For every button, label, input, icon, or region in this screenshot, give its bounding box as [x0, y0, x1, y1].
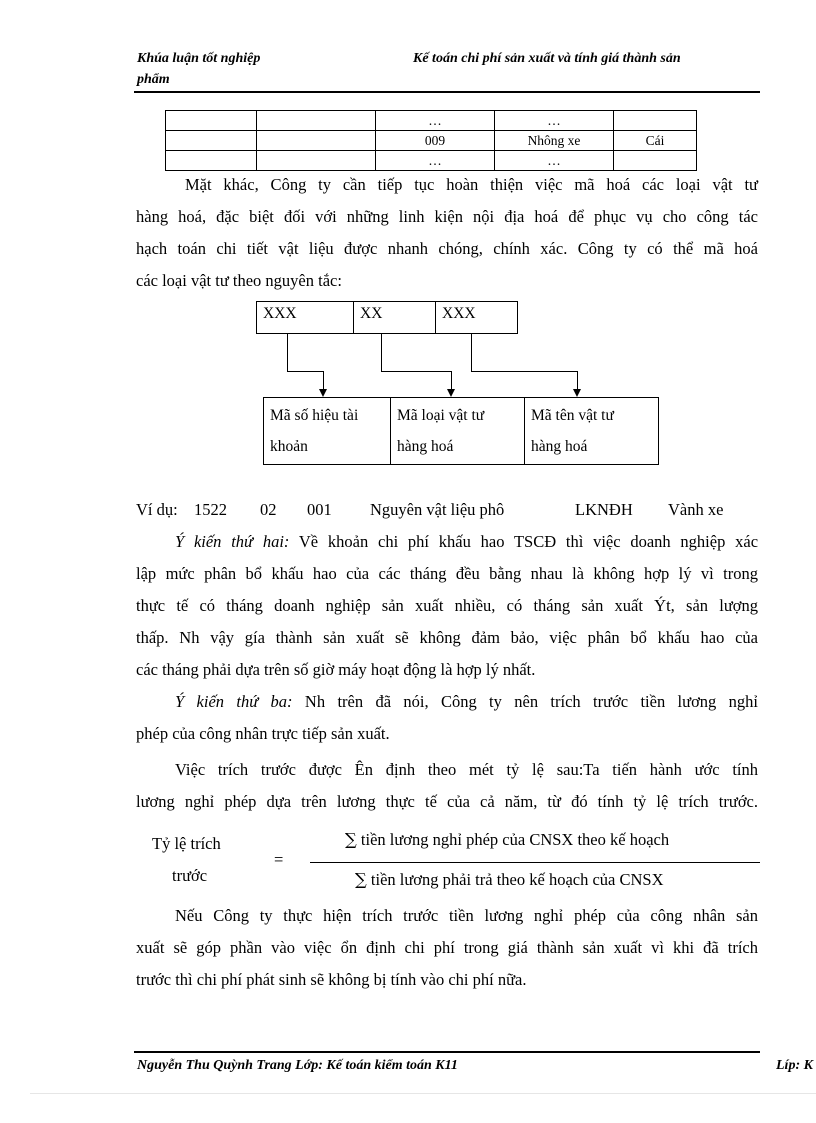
opinion-lead: Ý kiến thứ ba:	[175, 692, 293, 711]
paragraph-line: hạch toán chi tiết vật liệu được nhanh chóng, chính xác. Công ty có thể mã hoá	[136, 239, 758, 258]
paragraph-line: thực tế có tháng doanh nghiệp sản xuất nhiều, có tháng sản xuất Ýt, sản lượng	[136, 596, 758, 615]
paragraph-line: thấp. Nh vậy gía thành sản xuất sẽ không đảm bảo, việc phân bổ khấu hao của	[136, 628, 758, 647]
code-segment-box	[353, 301, 436, 334]
table-cell	[166, 111, 257, 131]
denominator-text: tiền lương phải trả theo kế hoạch của CNSX	[370, 870, 664, 889]
fraction-bar	[310, 862, 760, 863]
code-meaning-box	[524, 397, 659, 465]
footer-rule	[134, 1051, 760, 1053]
paragraph-line: Nếu Công ty thực hiện trích trước tiền lương nghỉ phép của công nhân sản	[175, 906, 758, 925]
paragraph-line: hàng hoá, đặc biệt đối với những linh kiện nội địa hoá để phục vụ cho công tác	[136, 207, 758, 226]
code-segment-box	[435, 301, 518, 334]
table-cell	[257, 111, 376, 131]
paragraph-line	[175, 692, 758, 712]
header-right: Kế toán chi phí sản xuất và tính giá thành sản	[413, 51, 681, 66]
paragraph-line: lương nghỉ phép dựa trên lương thực tế của cả năm, từ đó tính tỷ lệ trích trước.	[136, 792, 758, 811]
footer-left: Nguyễn Thu Quỳnh Trang Lớp: Kế toán kiểm toán K11	[137, 1058, 458, 1073]
table-cell: …	[376, 111, 495, 131]
table-row	[166, 151, 697, 171]
table-cell	[257, 131, 376, 151]
code-segment-label: XXX	[263, 305, 297, 322]
table-cell	[614, 111, 697, 131]
table-cell: …	[376, 151, 495, 171]
paragraph-line: Mặt khác, Công ty cần tiếp tục hoàn thiện việc mã hoá các loại vật tư	[185, 175, 758, 194]
code-meaning-line: Mã số hiệu tài	[270, 407, 359, 424]
connector-line	[381, 371, 451, 372]
arrow-down-icon	[447, 389, 455, 397]
table-cell	[166, 151, 257, 171]
code-meaning-line: hàng hoá	[397, 438, 454, 455]
code-meaning-line: hàng hoá	[531, 438, 588, 455]
example-code: 001	[307, 500, 332, 519]
arrow-down-icon	[319, 389, 327, 397]
connector-line	[471, 334, 472, 371]
code-meaning-box	[390, 397, 525, 465]
example-description: LKNĐH	[575, 500, 633, 519]
opinion-lead: Ý kiến thứ hai:	[175, 532, 290, 551]
materials-table	[165, 110, 697, 171]
paragraph-line: phép của công nhân trực tiếp sản xuất.	[136, 724, 390, 743]
formula-label: Tỷ lệ trích	[152, 834, 221, 853]
paragraph-text: Nh trên đã nói, Công ty nên trích trước tiền lương nghỉ	[304, 692, 758, 711]
table-cell	[614, 151, 697, 171]
sigma-symbol: ∑	[355, 870, 367, 889]
example-code: 1522	[194, 500, 227, 519]
code-meaning-line: Mã tên vật tư	[531, 407, 614, 424]
table-row	[166, 131, 697, 151]
connector-line	[287, 334, 288, 371]
connector-line	[287, 371, 323, 372]
sigma-symbol: ∑	[345, 830, 357, 849]
connector-line	[381, 334, 382, 371]
example-description: Vành xe	[668, 500, 724, 519]
connector-line	[451, 371, 452, 390]
formula-equals: =	[274, 850, 284, 869]
code-meaning-line: Mã loại vật tư	[397, 407, 485, 424]
paragraph-line: lập mức phân bổ khấu hao của các tháng đều bằng nhau là không hợp lý vì trong	[136, 564, 758, 583]
paragraph-line	[175, 532, 758, 552]
formula-numerator	[345, 830, 669, 850]
connector-line	[471, 371, 577, 372]
footer-right: Líp: K	[776, 1058, 813, 1073]
connector-line	[323, 371, 324, 390]
example-code: 02	[260, 500, 277, 519]
table-cell: …	[495, 151, 614, 171]
header-left-continued: phẩm	[137, 72, 170, 87]
paragraph-line: xuất sẽ góp phần vào việc ổn định chi phí trong giá thành sản xuất vì khi đã trích	[136, 938, 758, 957]
table-cell: 009	[376, 131, 495, 151]
table-cell	[257, 151, 376, 171]
table-cell: …	[495, 111, 614, 131]
table-cell: Cái	[614, 131, 697, 151]
paragraph-line: các loại vật tư theo nguyên tắc:	[136, 271, 342, 290]
numerator-text: tiền lương nghỉ phép của CNSX theo kế hoạch	[360, 830, 670, 849]
table-row	[166, 111, 697, 131]
paragraph-line: các tháng phải dựa trên số giờ máy hoạt động là hợp lý nhất.	[136, 660, 536, 679]
header-left: Khúa luận tốt nghiệp	[137, 51, 261, 66]
paragraph-text: Về khoản chi phí khấu hao TSCĐ thì việc doanh nghiệp xác	[298, 532, 759, 551]
formula-label: trước	[172, 866, 208, 885]
arrow-down-icon	[573, 389, 581, 397]
table-cell: Nhông xe	[495, 131, 614, 151]
paragraph-line: Việc trích trước được Ên định theo mét tỷ lệ sau:Ta tiến hành ước tính	[175, 760, 758, 779]
header-rule	[134, 91, 760, 93]
code-meaning-box	[263, 397, 391, 465]
example-label: Ví dụ:	[136, 500, 178, 519]
formula-denominator	[355, 870, 664, 890]
table-cell	[166, 131, 257, 151]
page-edge-line	[30, 1093, 816, 1094]
paragraph-line: trước thì chi phí phát sinh sẽ không bị tính vào chi phí nữa.	[136, 970, 527, 989]
code-segment-label: XX	[360, 305, 383, 322]
code-segment-box	[256, 301, 354, 334]
code-meaning-line: khoản	[270, 438, 308, 455]
code-segment-label: XXX	[442, 305, 476, 322]
connector-line	[577, 371, 578, 390]
example-description: Nguyên vật liệu phô	[370, 500, 505, 519]
